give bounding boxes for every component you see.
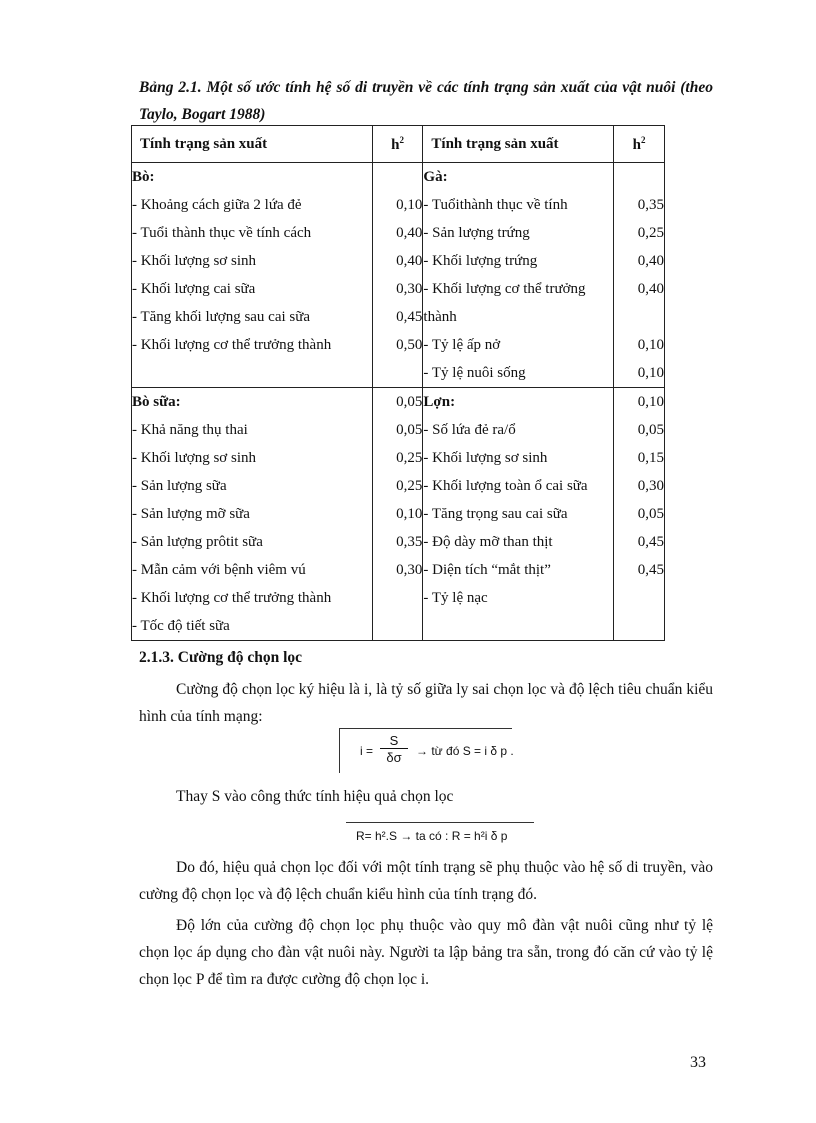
- trait-item: - Tốc độ tiết sữa: [132, 618, 230, 634]
- paragraph-dependence: Do đó, hiệu quả chọn lọc đối với một tính trạng sẽ phụ thuộc vào hệ số di truyền, vào cường độ chọn lọc và độ lệch chuẩn kiểu hình của tính trạng đó.: [139, 859, 713, 903]
- cell-lon-traits: [423, 388, 614, 641]
- trait-item: - Sản lượng trứng: [423, 225, 530, 241]
- trait-item: - Tỷ lệ nuôi sống: [423, 365, 526, 381]
- trait-item: - Khối lượng cơ thể trưởng: [423, 281, 586, 297]
- table-block-bo: [132, 163, 665, 388]
- cell-lon-values: [614, 388, 665, 641]
- h2-value: 0,10: [396, 197, 423, 213]
- trait-item: - Sản lượng mỡ sữa: [132, 506, 250, 522]
- h2-value: 0,05: [396, 394, 423, 410]
- heritability-table: [131, 125, 665, 641]
- trait-item: - Diện tích “mắt thịt”: [423, 562, 551, 578]
- trait-item: - Khối lượng sơ sinh: [132, 450, 256, 466]
- trait-item: - Sản lượng sữa: [132, 478, 227, 494]
- trait-item: - Tuổi thành thục về tính cách: [132, 225, 312, 241]
- formula-fraction: [380, 733, 408, 767]
- trait-item: - Tỷ lệ ấp nở: [423, 337, 501, 353]
- h2-value: 0,45: [637, 534, 664, 550]
- group-title: Bò sữa:: [132, 394, 181, 410]
- formula-numerator: S: [380, 733, 408, 749]
- trait-item: - Sản lượng prôtit sữa: [132, 534, 263, 550]
- group-title: Lợn:: [423, 394, 456, 410]
- cell-ga-traits: [423, 163, 614, 388]
- trait-item-continued: thành: [423, 309, 457, 325]
- trait-item: - Khối lượng toàn ổ cai sữa: [423, 478, 588, 494]
- formula-response: [346, 822, 534, 849]
- h2-value: 0,50: [396, 337, 423, 353]
- h2-value: 0,05: [396, 422, 423, 438]
- h2-value: 0,10: [637, 394, 664, 410]
- h2-value: 0,10: [637, 337, 664, 353]
- h2-value: 0,25: [637, 225, 664, 241]
- h2-value: 0,30: [396, 281, 423, 297]
- table-block-bo-sua: [132, 388, 665, 641]
- h2-value: 0,30: [396, 562, 423, 578]
- trait-item: - Khối lượng sơ sinh: [132, 253, 256, 269]
- trait-item: - Khối lượng cơ thể trưởng thành: [132, 590, 332, 606]
- formula-denominator: δσ: [386, 750, 402, 765]
- h2-value: 0,40: [637, 281, 664, 297]
- trait-item: - Tăng trọng sau cai sữa: [423, 506, 568, 522]
- header-h2-right: $h^2$: [614, 126, 665, 163]
- formula-rest: → từ đó S = i δ p .: [416, 744, 514, 758]
- formula-selection-intensity: [339, 728, 512, 773]
- page-number: 33: [690, 1054, 706, 1071]
- trait-item: - Khối lượng trứng: [423, 253, 538, 269]
- trait-item: - Độ dày mỡ than thịt: [423, 534, 553, 550]
- trait-item: - Khả năng thụ thai: [132, 422, 248, 438]
- h2-value: 0,10: [396, 506, 423, 522]
- h2-value: 0,25: [396, 450, 423, 466]
- h2-value: 0,35: [637, 197, 664, 213]
- cell-ga-values: [614, 163, 665, 388]
- trait-item: - Tỷ lệ nạc: [423, 590, 488, 606]
- h2-value: 0,05: [637, 506, 664, 522]
- h2-value: 0,40: [637, 253, 664, 269]
- table-caption: Bảng 2.1. Một số ước tính hệ số di truyền về các tính trạng sản xuất của vật nuôi (theo Taylo, Bogart 1988): [139, 79, 713, 123]
- formula-response-expression: R= h².S → ta có : R = h²i δ p: [356, 829, 508, 843]
- header-trait-right: Tính trạng sản xuất: [423, 126, 614, 163]
- trait-item: - Tuổithành thục về tính: [423, 197, 568, 213]
- h2-value: 0,25: [396, 478, 423, 494]
- paragraph-magnitude: Độ lớn của cường độ chọn lọc phụ thuộc vào quy mô đàn vật nuôi cũng như tỷ lệ chọn lọc áp dụng cho đàn vật nuôi này. Người ta lập bảng tra sẵn, trong đó căn cứ vào tỷ lệ chọn lọc P để tìm ra được cường độ chọn lọc i.: [139, 917, 713, 988]
- cell-bo-sua-values: [372, 388, 423, 641]
- formula-lhs: i =: [360, 744, 374, 758]
- h2-value: 0,10: [637, 365, 664, 381]
- section-heading: 2.1.3. Cường độ chọn lọc: [139, 649, 302, 666]
- cell-bo-traits: [132, 163, 373, 388]
- h2-value: 0,45: [396, 309, 423, 325]
- group-title: Bò:: [132, 169, 155, 185]
- h2-value: 0,35: [396, 534, 423, 550]
- trait-item: - Số lứa đẻ ra/ổ: [423, 422, 516, 438]
- h2-value: 0,05: [637, 422, 664, 438]
- h2-value: 0,45: [637, 562, 664, 578]
- header-trait-left: Tính trạng sản xuất: [132, 126, 373, 163]
- header-h2-left: $h^2$: [372, 126, 423, 163]
- trait-item: - Khối lượng cơ thể trưởng thành: [132, 337, 332, 353]
- trait-item: - Khối lượng cai sữa: [132, 281, 256, 297]
- cell-bo-values: [372, 163, 423, 388]
- h2-value: 0,30: [637, 478, 664, 494]
- trait-item: - Khối lượng sơ sinh: [423, 450, 548, 466]
- trait-item: - Mẫn cảm với bệnh viêm vú: [132, 562, 306, 578]
- trait-item: - Khoảng cách giữa 2 lứa đẻ: [132, 197, 302, 213]
- paragraph-selection-intensity: Cường độ chọn lọc ký hiệu là i, là tỷ số giữa ly sai chọn lọc và độ lệch tiêu chuẩn kiểu hình của tính mạng:: [139, 681, 713, 725]
- paragraph-substitute: Thay S vào công thức tính hiệu quả chọn lọc: [176, 788, 454, 805]
- group-title: Gà:: [423, 169, 448, 185]
- cell-bo-sua-traits: [132, 388, 373, 641]
- h2-value: 0,40: [396, 253, 423, 269]
- h2-value: 0,40: [396, 225, 423, 241]
- trait-item: - Tăng khối lượng sau cai sữa: [132, 309, 311, 325]
- table-header-row: [132, 126, 665, 163]
- h2-value: 0,15: [637, 450, 664, 466]
